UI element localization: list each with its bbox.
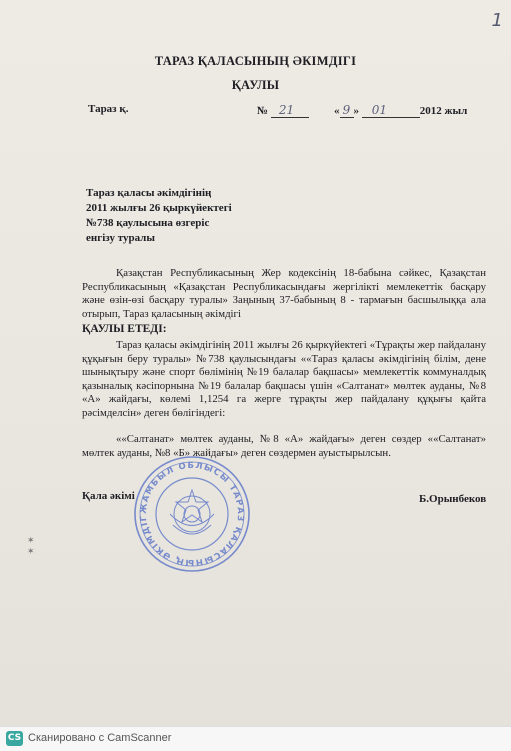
paragraph-1 (82, 339, 486, 421)
document-number (257, 103, 309, 118)
paragraph-1-text: Тараз қаласы әкімдігінің 2011 жылғы 26 қыркүйектегі «Тұрақты жер пайдалану құқығын беру туралы» №738 қаулысындағы ««Тараз қаласы әкімдігінің білім, дене шынықтыру және спорт бөлімінің №19 балалар бақшасы» мемлекеттік коммуналдық қазыналық кәсіпорнына №19 балалар бақшасы үшін «Салтанат» мөлтек ауданы, №8 «А» жайдағы, көлемі 1,1254 га жерге тұрақты жер пайдалану құқығы қайта рәсімделсін» деген бөлігіндегі: (82, 339, 486, 419)
date-day-line (340, 103, 354, 118)
seal-graphic (133, 455, 251, 573)
date-month: 01 (371, 103, 388, 117)
seal-text: ЖАМБЫЛ ОБЛЫСЫ ТАРАЗ ҚАЛАСЫНЫҢ ӘКІМДІГ (138, 460, 246, 568)
subject-line: 2011 жылғы 26 қыркүйектегі (86, 202, 232, 214)
authority-title: ТАРАЗ ҚАЛАСЫНЫҢ ӘКІМДІГІ (154, 54, 357, 68)
margin-marks: ✶ ✶ (27, 535, 35, 556)
camscanner-watermark: Сканировано с CamScanner (28, 732, 172, 744)
camscanner-footer (0, 726, 511, 751)
date-year: 2012 жыл (419, 105, 468, 117)
subject-block (86, 186, 276, 246)
preamble (82, 267, 486, 321)
number-line (271, 103, 309, 118)
city-label: Тараз қ. (88, 103, 129, 115)
signer-title: Қала әкімі (82, 490, 135, 502)
subject-line: Тараз қаласы әкімдігінің (86, 187, 212, 199)
document-type-title: ҚАУЛЫ (231, 78, 280, 92)
number-prefix: № (257, 105, 269, 117)
subject-line: енгізу туралы (86, 232, 155, 244)
official-seal (133, 455, 251, 573)
resolves-heading: ҚАУЛЫ ЕТЕДІ: (82, 323, 167, 335)
document-date: « 9 » 01 2012 жыл (334, 103, 468, 117)
camscanner-logo-icon: CS (6, 731, 23, 746)
signer-name: Б.Орынбеков (419, 493, 487, 505)
subject-line: №738 қаулысына өзгеріс (86, 217, 210, 229)
page-number-handwritten: 1 (491, 10, 503, 31)
preamble-text: Қазақстан Республикасының Жер кодексінің 18-бабына сәйкес, Қазақстан Республикасының «Қазақстан Республикасындағы жергілікті мемлекеттік басқару және өзін-өзі басқару туралы» Заңының 37-бабының 8 - тармағын басшылыққа ала отырып, Тараз қаласының әкімдігі (82, 267, 486, 320)
emblem-icon (170, 490, 214, 534)
date-month-line (362, 103, 420, 118)
paragraph-2-text: ««Салтанат» мөлтек ауданы, №8 «А» жайдағы» деген сөздер ««Салтанат» мөлтек ауданы, №8 «Б» жайдағы» деген сөздермен ауыстырылсын. (82, 433, 486, 459)
number-value: 21 (278, 103, 295, 117)
date-day: 9 (342, 103, 351, 117)
